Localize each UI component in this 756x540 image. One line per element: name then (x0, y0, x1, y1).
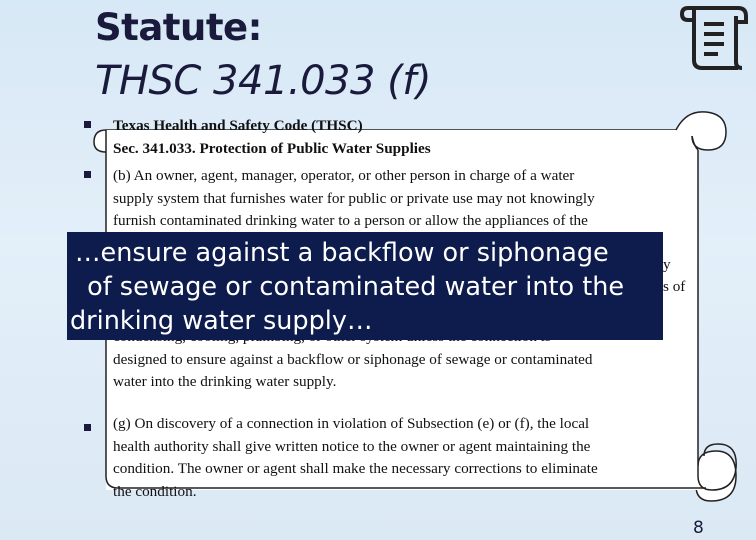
text-line: furnish contaminated drinking water to a person or allow the appliances of the (113, 212, 588, 230)
text-line: designed to ensure against a backflow or siphonage of sewage or contaminated (113, 350, 593, 368)
callout-line: …ensure against a backflow or siphonage (75, 238, 609, 268)
callout-line: drinking water supply… (70, 306, 373, 336)
text-line: condition. The owner or agent shall make the necessary corrections to eliminate (113, 460, 598, 478)
text-line: (g) On discovery of a connection in violation of Subsection (e) or (f), the local (113, 415, 590, 432)
text-line: Texas Health and Safety Code (THSC) (113, 117, 363, 134)
text-line: supply system that furnishes water for public or private use may not knowingly (113, 189, 595, 207)
statute-heading-paragraph (113, 115, 693, 160)
text-line: the condition. (113, 482, 197, 500)
slide-title: Statute: (95, 6, 262, 49)
slide-subtitle: THSC 341.033 (f) (95, 58, 431, 104)
text-line: (b) An owner, agent, manager, operator, or other person in charge of a water (113, 167, 575, 184)
page-number: 8 (693, 518, 704, 538)
subsection-g-paragraph (113, 413, 698, 503)
highlight-callout (67, 232, 663, 340)
bullet-marker (84, 424, 91, 431)
bullet-marker (84, 121, 91, 128)
partial-text: y (663, 256, 671, 273)
document-scroll-icon (680, 2, 752, 72)
text-line: health authority shall give written notice to the owner or agent maintaining the (113, 437, 591, 455)
callout-line: of sewage or contaminated water into the (79, 272, 625, 302)
bullet-marker (84, 171, 91, 178)
text-line: Sec. 341.033. Protection of Public Water Supplies (113, 139, 431, 157)
text-line: water into the drinking water supply. (113, 373, 337, 391)
partial-text: s of (663, 278, 686, 295)
subsection-b-paragraph (113, 165, 693, 233)
